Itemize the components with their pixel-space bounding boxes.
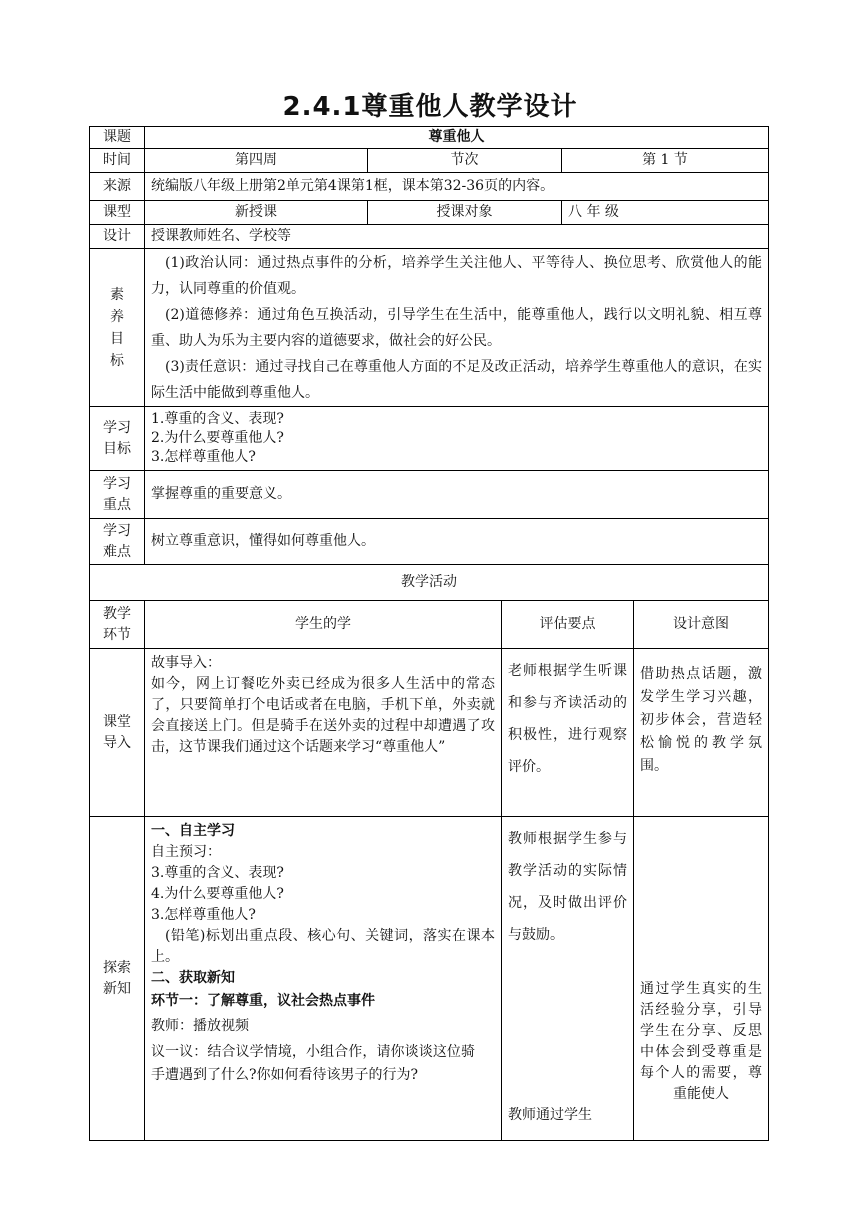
row-type [90,201,769,225]
explore-mark-note: (铅笔)标划出重点段、核心句、关键词，落实在课本上。 [151,928,495,965]
explore-eval-text-2: 教师通过学生 [508,1107,592,1123]
difficulty-label: 学习难点 [90,519,145,565]
intro-eval: 老师根据学生听课和参与齐读活动的积极性，进行观察评价。 [502,649,634,817]
literacy-item: (1)政治认同：通过热点事件的分析，培养学生关注他人、平等待人、换位思考、欣赏他人的能力，认同尊重的价值观。 [151,254,763,297]
literacy-goals [145,249,769,407]
intro-intent: 借助热点话题，激发学生学习兴趣，初步体会，营造轻松愉悦的教学氛围。 [634,649,769,817]
literacy-item: (3)责任意识：通过寻找自己在尊重他人方面的不足及改正活动，培养学生尊重他人的意识，在实际生活中能做到尊重他人。 [151,358,763,401]
literacy-label: 素 养 目 标 [90,249,145,407]
topic-label: 课题 [90,127,145,149]
row-difficulty [90,519,769,565]
row-intro [90,649,769,817]
difficulty-value: 树立尊重意识，懂得如何尊重他人。 [145,519,769,565]
intro-student-text: 如今，网上订餐吃外卖已经成为很多人生活中的常态了，只要简单打个电话或者在电脑，手机下单，外卖就会直接送上门。但是骑手在送外卖的过程中却遭遇了攻击，这节课我们通过这个话题来学习“尊重他人” [151,676,495,755]
key-point-value: 掌握尊重的重要意义。 [145,471,769,519]
explore-question: 3.怎样尊重他人? [151,907,256,923]
goal-item: 2.为什么要尊重他人? [151,430,284,446]
literacy-item: (2)道德修养：通过角色互换活动，引导学生在生活中，能尊重他人，践行以文明礼貌、相互尊重、助人为乐为主要内容的道德要求，做社会的好公民。 [151,306,763,349]
goals-label: 学习目标 [90,407,145,471]
explore-eval [502,817,634,1141]
col-eval: 评估要点 [502,601,634,649]
goal-item: 3.怎样尊重他人? [151,449,256,465]
explore-section2: 二、获取新知 [151,970,235,986]
intro-student [145,649,502,817]
row-explore [90,817,769,1141]
row-design [90,225,769,249]
explore-eval-text: 教师根据学生参与教学活动的实际情况，及时做出评价与鼓励。 [508,831,627,943]
row-key-point [90,471,769,519]
source-value: 统编版八年级上册第2单元第4课第1框，课本第32-36页的内容。 [145,173,769,201]
type-value: 新授课 [145,201,368,225]
goals-list [145,407,769,471]
source-label: 来源 [90,173,145,201]
design-value: 授课教师姓名、学校等 [145,225,769,249]
audience-label: 授课对象 [368,201,562,225]
page-title: 2.4.1尊重他人教学设计 [282,92,578,122]
col-stage: 教学环节 [90,601,145,649]
period-label: 节次 [368,149,562,173]
explore-question: 4.为什么要尊重他人? [151,886,284,902]
intro-student-title: 故事导入： [151,655,221,671]
goal-item: 1.尊重的含义、表现? [151,411,284,427]
row-activity-columns [90,601,769,649]
period-value: 第 1 节 [562,149,769,173]
lesson-plan-table [89,126,769,1141]
explore-preview: 自主预习： [151,844,221,860]
explore-teacher: 教师：播放视频 [151,1018,249,1034]
explore-section1: 一、自主学习 [151,823,235,839]
row-goals [90,407,769,471]
explore-student [145,817,502,1141]
row-time [90,149,769,173]
time-value: 第四周 [145,149,368,173]
col-student: 学生的学 [145,601,502,649]
key-point-label: 学习重点 [90,471,145,519]
type-label: 课型 [90,201,145,225]
activities-heading: 教学活动 [90,565,769,601]
row-source [90,173,769,201]
row-literacy [90,249,769,407]
time-label: 时间 [90,149,145,173]
intro-stage: 课堂导入 [90,649,145,817]
explore-discuss: 议一议：结合议学情境，小组合作，请你谈谈这位骑手遭遇到了什么?你如何看待该男子的行为? [151,1044,475,1083]
explore-link1: 环节一：了解尊重，议社会热点事件 [151,993,375,1009]
row-topic [90,127,769,149]
explore-stage: 探索新知 [90,817,145,1141]
explore-intent: 通过学生真实的生活经验分享，引导学生在分享、反思中体会到受尊重是每个人的需要，尊重能使人 [634,817,769,1141]
row-activities-heading [90,565,769,601]
explore-question: 3.尊重的含义、表现? [151,865,284,881]
topic-value: 尊重他人 [145,127,769,149]
audience-value: 八 年 级 [562,201,769,225]
col-intent: 设计意图 [634,601,769,649]
design-label: 设计 [90,225,145,249]
